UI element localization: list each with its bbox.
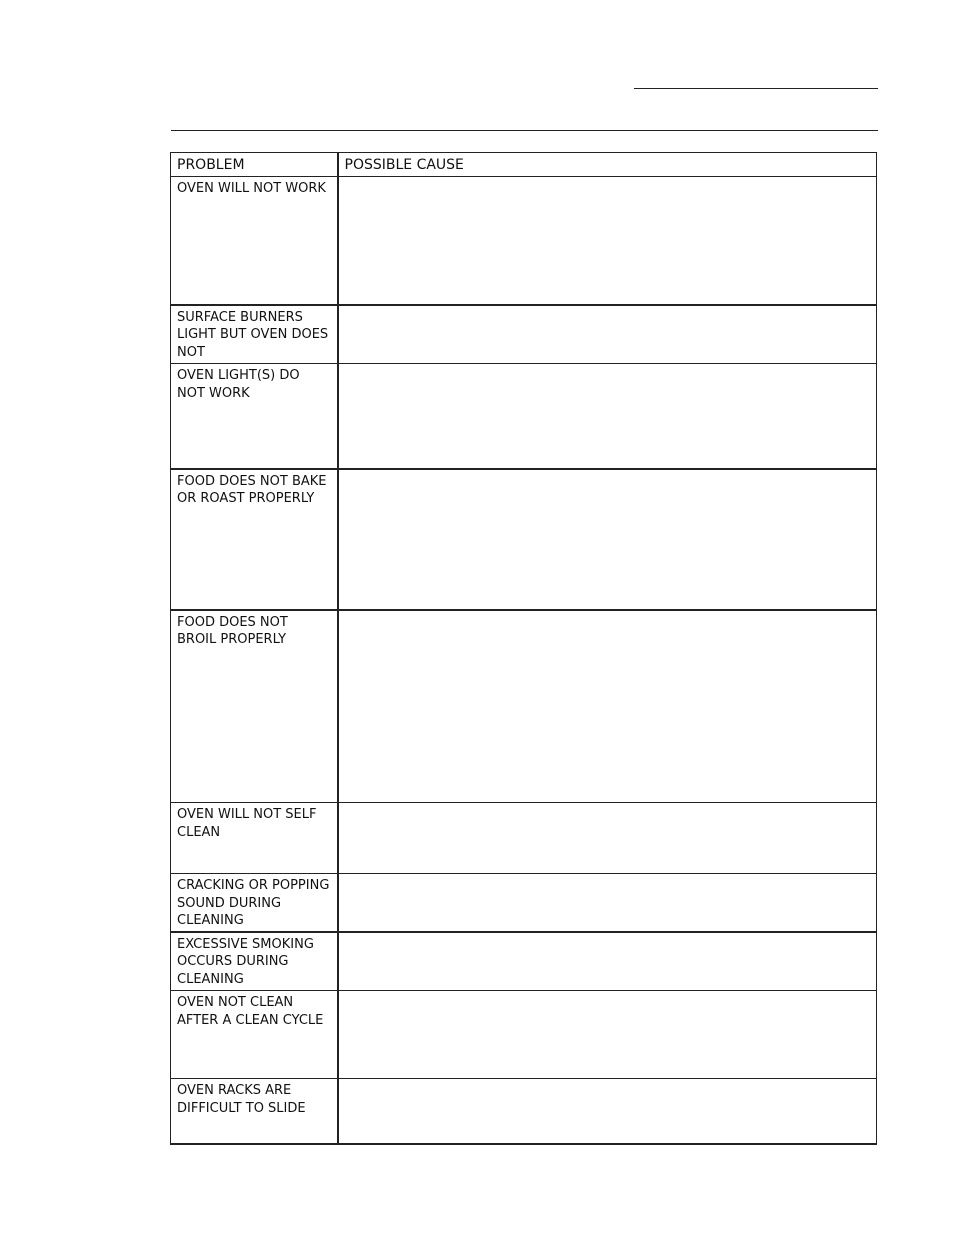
cause-cell: [338, 364, 877, 469]
table-header-row: [171, 153, 877, 177]
header-rule: [634, 88, 878, 89]
table-row: [171, 364, 877, 469]
table-row: [171, 305, 877, 364]
problem-column-header: PROBLEM: [171, 153, 338, 177]
cause-cell: [338, 610, 877, 803]
table-row: [171, 803, 877, 874]
problem-cell: OVEN LIGHT(S) DO NOT WORK: [171, 364, 338, 469]
table-row: [171, 177, 877, 305]
cause-cell: [338, 1079, 877, 1144]
table-row: [171, 610, 877, 803]
problem-cell: EXCESSIVE SMOKING OCCURS DURING CLEANING: [171, 932, 338, 991]
problem-cell: OVEN RACKS ARE DIFFICULT TO SLIDE: [171, 1079, 338, 1144]
table-row: [171, 874, 877, 932]
problem-cell: CRACKING OR POPPING SOUND DURING CLEANING: [171, 874, 338, 932]
cause-cell: [338, 932, 877, 991]
table-row: [171, 932, 877, 991]
problem-cell: SURFACE BURNERS LIGHT BUT OVEN DOES NOT: [171, 305, 338, 364]
cause-cell: [338, 874, 877, 932]
cause-cell: [338, 991, 877, 1079]
section-divider: [171, 130, 878, 131]
cause-cell: [338, 177, 877, 305]
cause-cell: [338, 305, 877, 364]
table-row: [171, 469, 877, 610]
problem-cell: OVEN WILL NOT WORK: [171, 177, 338, 305]
cause-cell: [338, 469, 877, 610]
problem-cell: OVEN NOT CLEAN AFTER A CLEAN CYCLE: [171, 991, 338, 1079]
possible-cause-column-header: POSSIBLE CAUSE: [338, 153, 877, 177]
table-row: [171, 1079, 877, 1144]
problem-cell: FOOD DOES NOT BAKE OR ROAST PROPERLY: [171, 469, 338, 610]
problem-cell: OVEN WILL NOT SELF CLEAN: [171, 803, 338, 874]
table-row: [171, 991, 877, 1079]
problem-cell: FOOD DOES NOT BROIL PROPERLY: [171, 610, 338, 803]
troubleshooting-table: [170, 152, 877, 1145]
cause-cell: [338, 803, 877, 874]
